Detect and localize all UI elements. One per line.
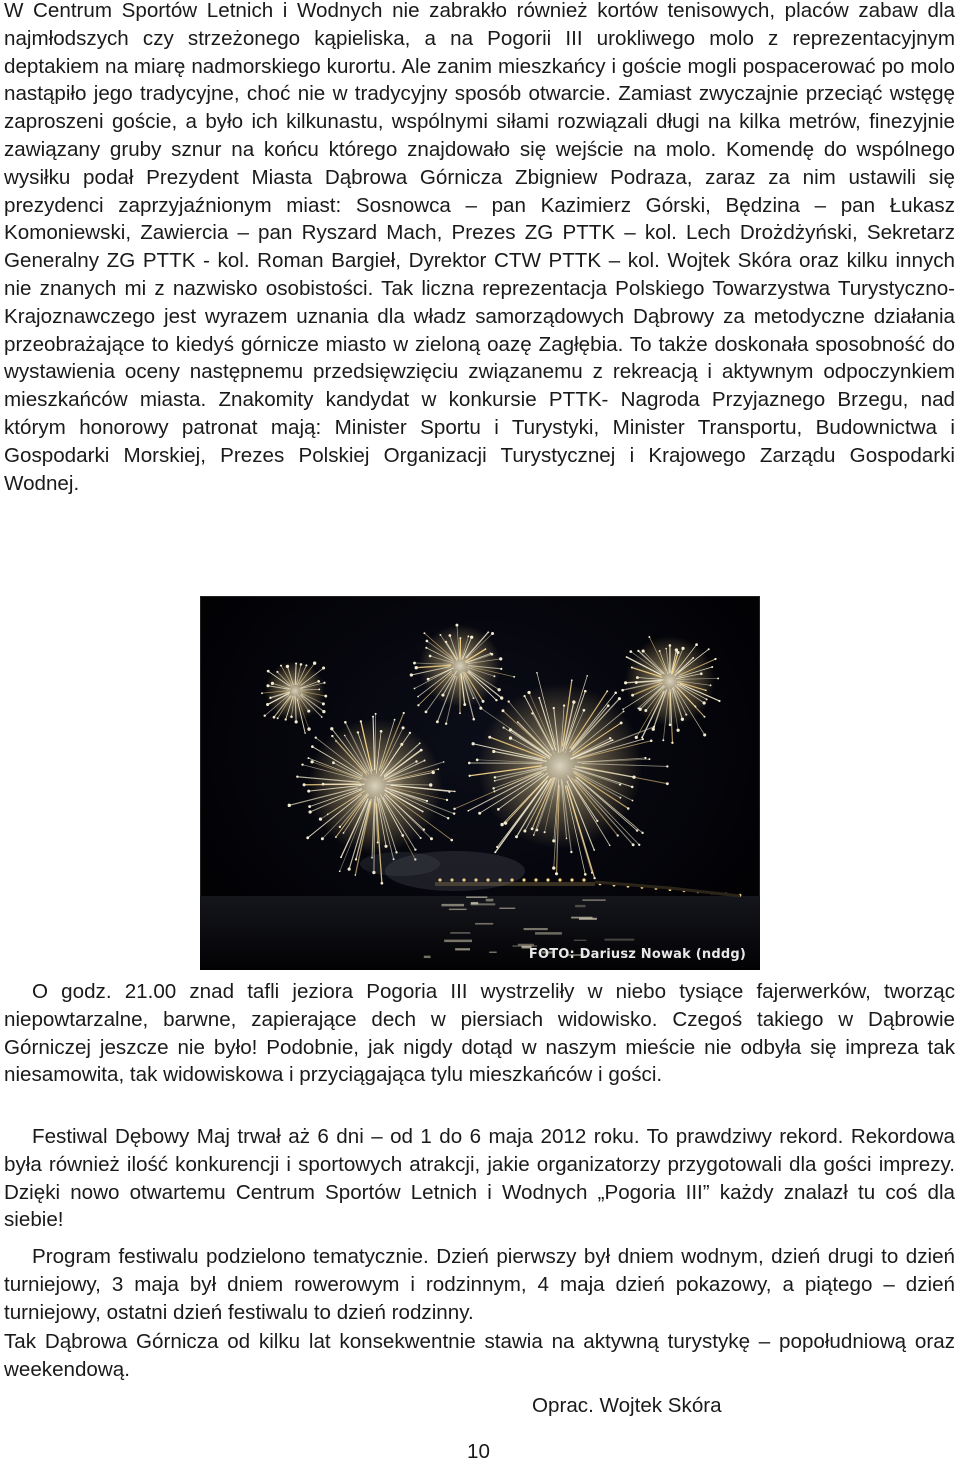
page-number: 10 [467,1440,490,1463]
author-signature: Oprac. Wojtek Skóra [532,1394,722,1417]
paragraph-fireworks: O godz. 21.00 znad tafli jeziora Pogoria III wystrzeliły w niebo tysiące fajerwerków, tworząc niepowtarzalne, barwne, zapierające dech w piersiach widowisko. Czegoś takiego w Dąbrowie Górniczej jeszcze nie było! Podobnie, jak nigdy dotąd w naszym mieście nie odbyła się impreza tak niesamowita, tak widowiskowa i przyciągająca tylu mieszkańców i gości. [4,980,955,1087]
fireworks-photo [200,596,760,970]
paragraph-opening: W Centrum Sportów Letnich i Wodnych nie zabrakło również kortów tenisowych, placów zabaw dla najmłodszych czy strzeżonego kąpieliska, a na Pogorii III urokliwego molo z reprezentacyjnym deptakiem na miarę nadmorskiego kurortu. Ale zanim mieszkańcy i goście mogli pospacerować po molo nastąpiło jego tradycyjne, choć nie w tradycyjny sposób otwarcie. Zamiast zwyczajnie przeciąć wstęgę zaproszeni goście, a było ich kilkunastu, wspólnymi siłami rozwiązali długi na kilka metrów, finezyjnie zawiązany gruby sznur na końcu którego znajdowało się wejście na molo. Komendę do wspólnego wysiłku podał Prezydent Miasta Dąbrowa Górnicza Zbigniew Podraza, zaraz za nim ustawili się prezydenci zaprzyjaźnionym miast: Sosnowca – pan Kazimierz Górski, Będzina – pan Łukasz Komoniewski, Zawiercia – pan Ryszard Mach, Prezes ZG PTTK – kol. Lech Drożdżyński, Sekretarz Generalny ZG PTTK - kol. Roman Bargieł, Dyrektor CTW PTTK – kol. Wojtek Skóra oraz kilku innych nie znanych mi z nazwisko osobistości. Tak liczna reprezentacja Polskiego Towarzystwa Turystyczno-Krajoznawczego jest wyrazem uznania dla władz samorządowych Dąbrowy za metodyczne działania przeobrażające to kiedyś górnicze miasto w zieloną oazę Zagłębia. To także doskonała sposobność do wystawienia oceny następnemu przedsięwzięciu związanemu z rekreacją i aktywnym odpoczynkiem mieszkańców miasta. Znakomity kandydat w konkursie PTTK- Nagroda Przyjaznego Brzegu, nad którym honorowy patronat mają: Minister Sportu i Turystyki, Minister Transportu, Budownictwa i Gospodarki Morskiej, Prezes Polskiej Organizacji Turystycznej i Krajowego Zarządu Gospodarki Wodnej. [4,0,955,495]
paragraph-program: Program festiwalu podzielono tematycznie. Dzień pierwszy był dniem wodnym, dzień drugi to dzień turniejowy, 3 maja był dniem rowerowym i rodzinnym, 4 maja dzień pokazowy, a piątego – dzień turniejowy, ostatni dzień festiwalu to dzień rodzinny. [4,1245,955,1324]
firework-burst [261,661,327,734]
paragraph-festival: Festiwal Dębowy Maj trwał aż 6 dni – od 1 do 6 maja 2012 roku. To prawdziwy rekord. Rekordowa była również ilość konkurencji i sportowych atrakcji, jakie organizatorzy przygotowali dla gości imprezy. Dzięki nowo otwartemu Centrum Sportów Letnich i Wodnych „Pogoria III” każdy znalazł tu coś dla siebie! [4,1125,955,1232]
firework-burst [410,624,515,725]
photo-credit: FOTO: Dariusz Nowak (nddg) [528,947,746,962]
fireworks-image [200,596,760,970]
paragraph-closing: Tak Dąbrowa Górnicza od kilku lat konsekwentnie stawia na aktywną turystykę – popołudniową oraz weekendową. [4,1330,955,1381]
firework-burst [621,636,720,744]
